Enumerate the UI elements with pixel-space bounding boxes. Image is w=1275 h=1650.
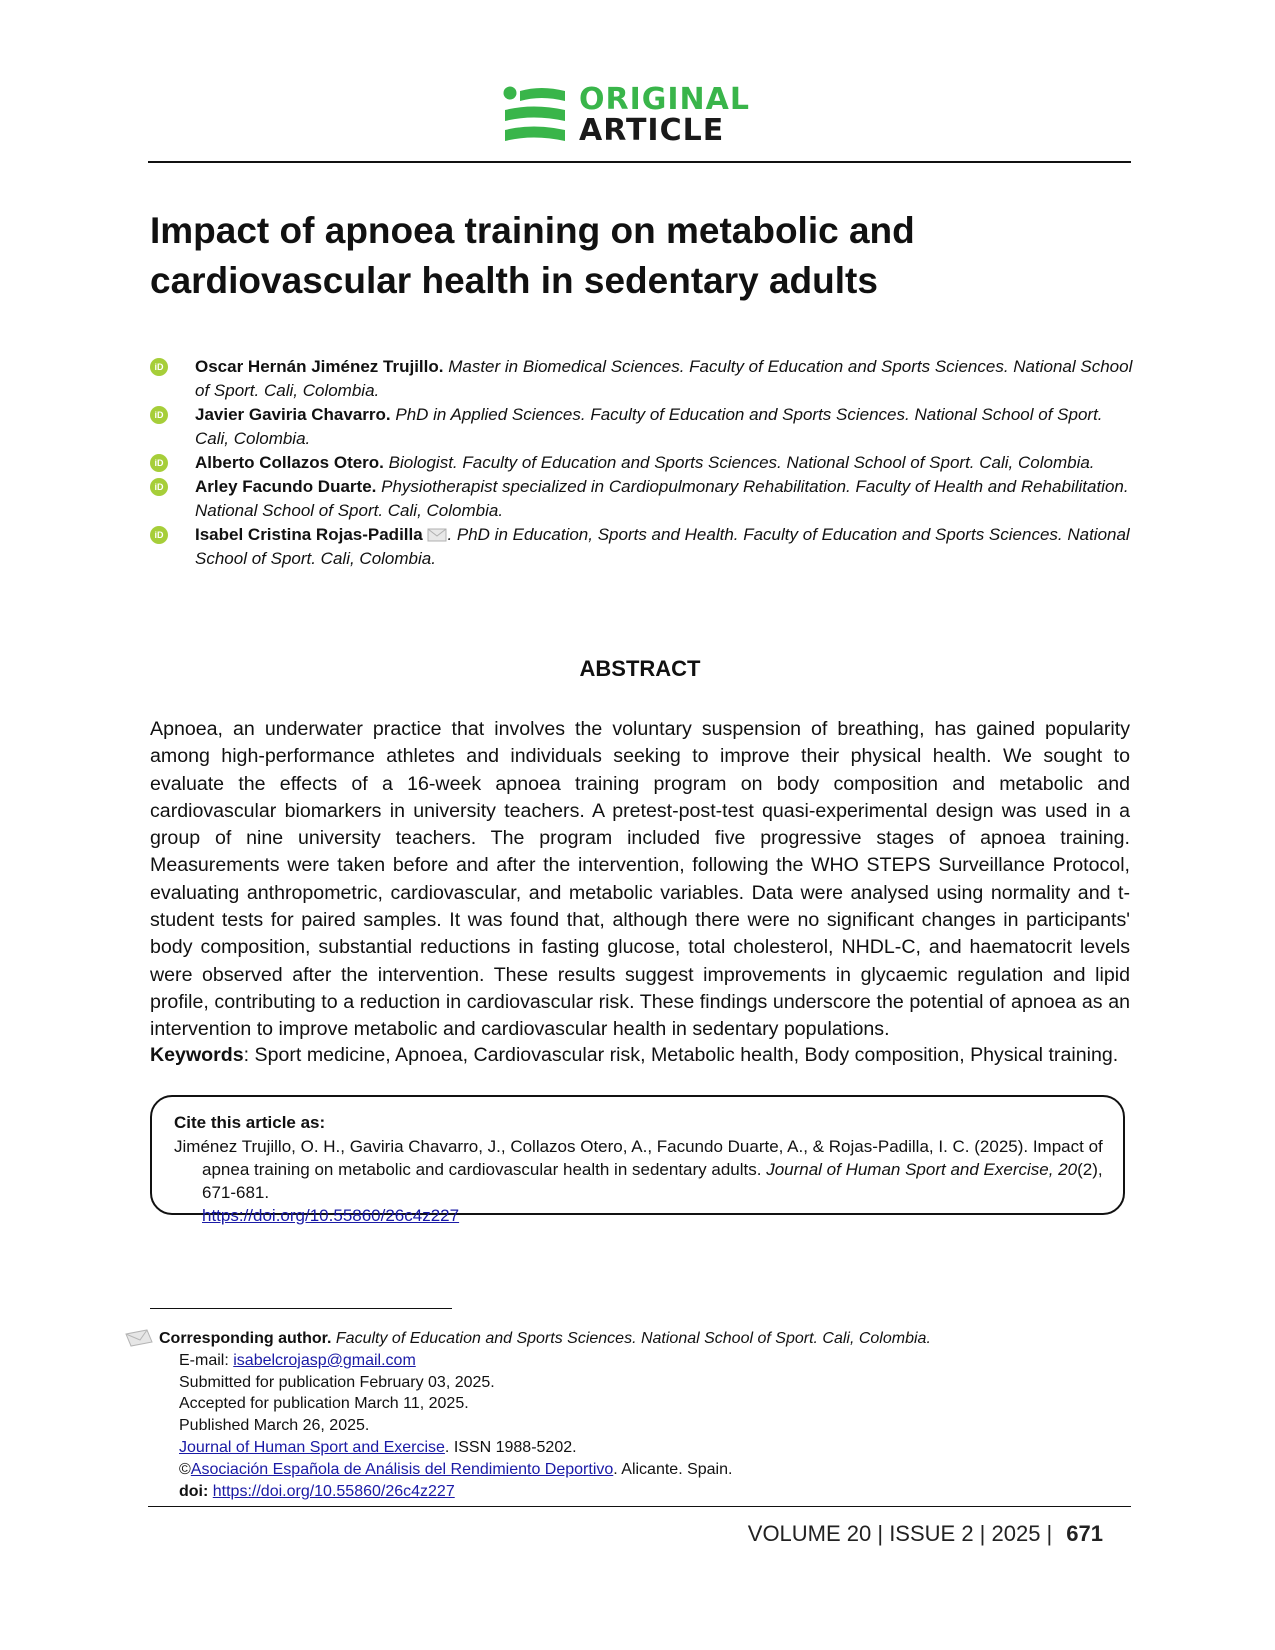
volume-info: VOLUME 20 | ISSUE 2 | 2025 | (747, 1521, 1053, 1546)
corresponding-affiliation: Faculty of Education and Sports Sciences. National School of Sport. Cali, Colombia. (335, 1330, 931, 1347)
doi-label: doi: (179, 1482, 213, 1500)
header-divider (148, 161, 1131, 163)
envelope-icon (125, 1329, 153, 1347)
location-text: . Alicante. Spain. (613, 1460, 733, 1478)
envelope-icon (427, 525, 447, 539)
email-label: E-mail: (179, 1351, 234, 1369)
email-link[interactable]: isabelcrojasp@gmail.com (233, 1351, 416, 1369)
author-name: Oscar Hernán Jiménez Trujillo. (195, 357, 444, 376)
author-affiliation: Master in Biomedical Sciences. Faculty of Education and Sports Sciences. National School of Sport. Cali, Colombia. (195, 357, 1133, 400)
author-list (150, 355, 1135, 571)
email-line (125, 1350, 1105, 1372)
author-item (150, 451, 1135, 475)
author-item (150, 403, 1135, 451)
author-affiliation: . PhD in Education, Sports and Health. Faculty of Education and Sports Sciences. National School of Sport. Cali, Colombia. (195, 525, 1130, 568)
logo-line-original: ORIGINAL (579, 82, 750, 117)
keywords-label: Keywords (150, 1044, 244, 1066)
citation-journal: Journal of Human Sport and Exercise, 20 (766, 1160, 1078, 1179)
stripes-logo-icon (503, 84, 565, 148)
article-title: Impact of apnoea training on metabolic and cardiovascular health in sedentary adults (150, 210, 915, 301)
author-affiliation: PhD in Applied Sciences. Faculty of Education and Sports Sciences. National School of Sport. Cali, Colombia. (195, 405, 1103, 448)
citation-doi-link[interactable]: https://doi.org/10.55860/26c4z227 (202, 1206, 460, 1225)
submitted-date: Submitted for publication February 03, 2025. (179, 1373, 495, 1391)
author-item (150, 523, 1135, 571)
author-name: Javier Gaviria Chavarro. (195, 405, 391, 424)
orcid-icon[interactable]: iD (150, 406, 168, 424)
keywords-line (150, 1042, 1140, 1069)
keywords-list: : Sport medicine, Apnoea, Cardiovascular risk, Metabolic health, Body composition, Physical training. (243, 1044, 1119, 1066)
journal-line (125, 1437, 1105, 1459)
orcid-icon[interactable]: iD (150, 358, 168, 376)
copyright-symbol: © (179, 1460, 191, 1478)
page-footer (748, 1520, 1103, 1548)
abstract-body: Apnoea, an underwater practice that involves the voluntary suspension of breathing, has gained popularity among high-performance athletes and individuals seeking to improve their physical health. We sought to evaluate the effects of a 16-week apnoea training program on body composition and metabolic and cardiovascular biomarkers in university teachers. A pretest-post-test quasi-experimental design was used in a group of nine university teachers. The program included five progressive stages of apnoea training. Measurements were taken before and after the intervention, following the WHO STEPS Surveillance Protocol, evaluating anthropometric, cardiovascular, and metabolic variables. Data were analysed using normality and t-student tests for paired samples. It was found that, although there were no significant changes in participants' body composition, substantial reductions in fasting glucose, total cholesterol, NHDL-C, and haematocrit levels were observed after the intervention. These results suggest improvements in glycaemic regulation and lipid profile, contributing to a reduction in cardiovascular risk. These findings underscore the potential of apnoea as an intervention to improve metabolic and cardiovascular health in sedentary populations. (150, 718, 1130, 1041)
author-name: Isabel Cristina Rojas-Padilla (195, 525, 423, 544)
citation-issue-pages: (2), 671-681. (202, 1160, 1103, 1202)
footnote-divider (150, 1308, 452, 1309)
author-name: Alberto Collazos Otero. (195, 453, 384, 472)
doi-line (125, 1481, 1105, 1503)
corresponding-author-label: Corresponding author. (159, 1330, 332, 1347)
author-item (150, 355, 1135, 403)
orcid-icon[interactable]: iD (150, 526, 168, 544)
author-affiliation: Biologist. Faculty of Education and Sports Sciences. National School of Sport. Cali, Colombia. (388, 453, 1095, 472)
citation-authors: Jiménez Trujillo, O. H., Gaviria Chavarro, J., Collazos Otero, A., Facundo Duarte, A., & Rojas-Padilla, I. C. (2025). Impact of apnea training on metabolic and cardiovascular health in sedentary adults. (174, 1137, 1103, 1179)
author-name: Arley Facundo Duarte. (195, 477, 377, 496)
citation-label: Cite this article as: (174, 1113, 326, 1132)
footnote (125, 1328, 1105, 1502)
copyright-line (125, 1459, 1105, 1481)
citation-text (174, 1135, 1103, 1227)
page-number: 671 (1066, 1521, 1103, 1546)
published-date: Published March 26, 2025. (179, 1417, 370, 1435)
logo-line-article: ARTICLE (579, 113, 725, 148)
orcid-icon[interactable]: iD (150, 478, 168, 496)
author-item (150, 475, 1135, 523)
orcid-icon[interactable]: iD (150, 454, 168, 472)
association-link[interactable]: Asociación Española de Análisis del Rendimiento Deportivo (190, 1460, 614, 1478)
original-article-logo (503, 84, 750, 148)
author-affiliation: Physiotherapist specialized in Cardiopulmonary Rehabilitation. Faculty of Health and Rehabilitation. National School of Sport. Cali, Colombia. (195, 477, 1129, 520)
citation-box (150, 1095, 1125, 1225)
journal-link[interactable]: Journal of Human Sport and Exercise (179, 1438, 445, 1456)
issn-text: . ISSN 1988-5202. (444, 1438, 577, 1456)
footer-divider (148, 1506, 1131, 1507)
footnote-doi-link[interactable]: https://doi.org/10.55860/26c4z227 (212, 1482, 455, 1500)
accepted-date: Accepted for publication March 11, 2025. (179, 1395, 469, 1413)
abstract-heading: ABSTRACT (579, 656, 701, 681)
